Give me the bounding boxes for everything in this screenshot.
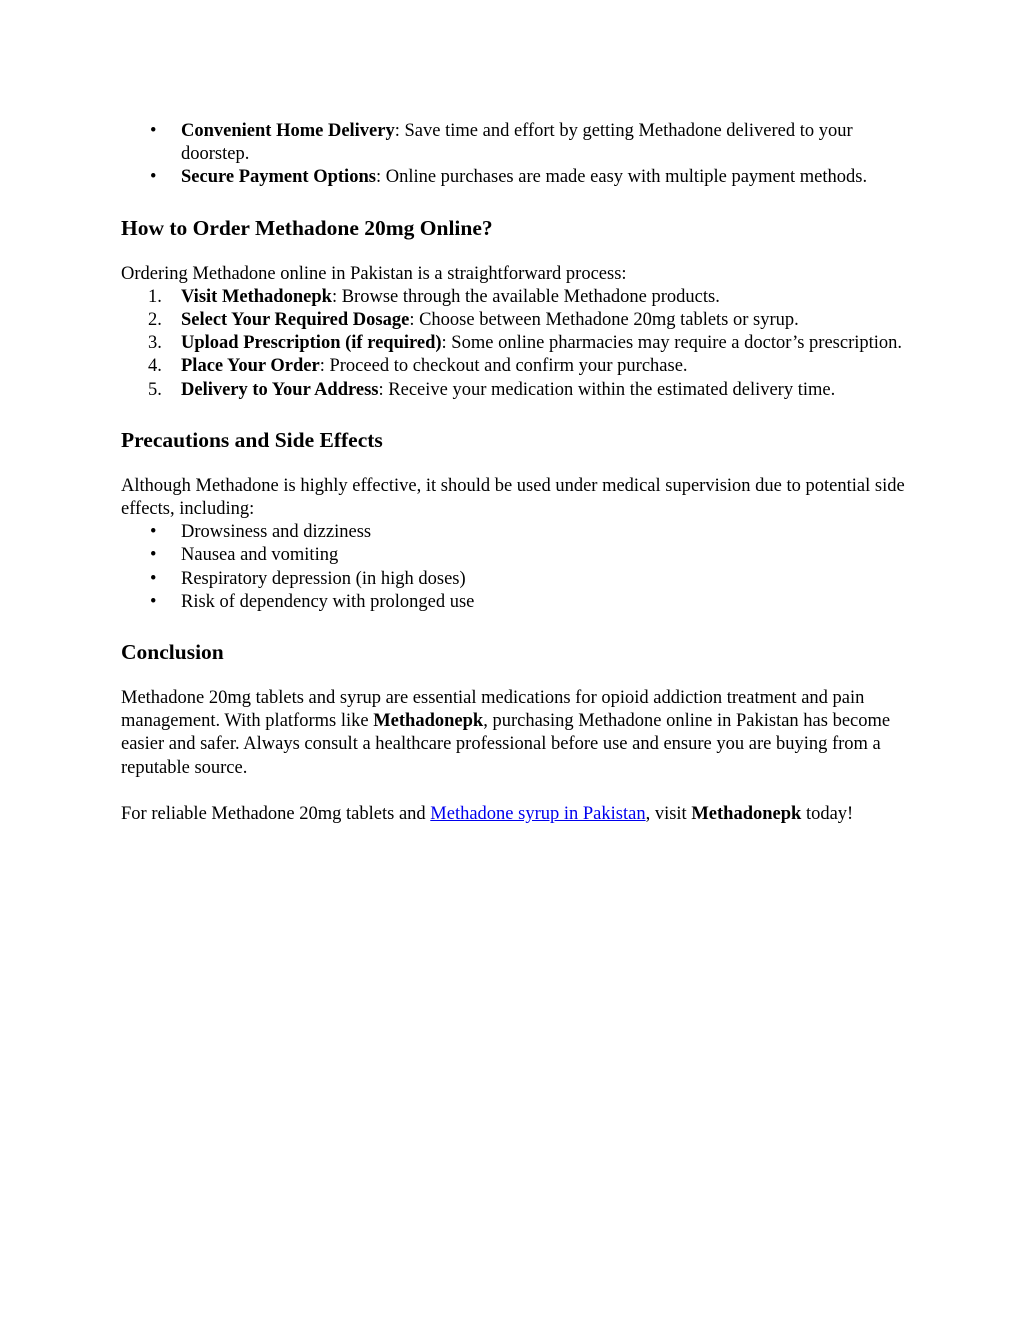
conclusion-text: Methadone 20mg tablets and syrup are essential medications for opioid addiction treatment and pain management. With platforms like bbox=[121, 688, 865, 732]
document-page bbox=[121, 120, 911, 826]
list-item bbox=[121, 286, 911, 309]
list-item-title: Convenient Home Delivery bbox=[181, 121, 395, 141]
list-item bbox=[121, 379, 911, 402]
list-item bbox=[121, 544, 911, 567]
step-title: Delivery to Your Address bbox=[181, 379, 379, 400]
side-effects-list bbox=[121, 521, 911, 614]
bullet-icon: • bbox=[150, 591, 157, 612]
step-number: 1. bbox=[148, 286, 162, 307]
list-item bbox=[121, 166, 911, 189]
bullet-icon: • bbox=[150, 121, 157, 141]
list-item bbox=[121, 568, 911, 591]
step-text: : Receive your medication within the estimated delivery time. bbox=[378, 379, 836, 400]
list-item bbox=[121, 309, 911, 332]
step-number: 5. bbox=[148, 379, 162, 400]
intro-bullet-list bbox=[121, 120, 911, 190]
conclusion-heading: Conclusion bbox=[121, 640, 224, 665]
methadone-syrup-link[interactable]: Methadone syrup in Pakistan bbox=[430, 803, 646, 824]
list-item bbox=[121, 355, 911, 378]
conclusion-text: , purchasing Methadone online in Pakistan has become easier and safer. Always consult a healthcare professional before use and ensure you are buying from a reputable source. bbox=[121, 711, 891, 778]
precautions-intro: Although Methadone is highly effective, it should be used under medical supervision due to potential side effects, including: bbox=[121, 475, 905, 520]
list-item-text: Drowsiness and dizziness bbox=[181, 522, 372, 543]
step-text: : Some online pharmacies may require a doctor’s prescription. bbox=[441, 333, 903, 354]
step-title: Select Your Required Dosage bbox=[181, 310, 410, 331]
closing-text: For reliable Methadone 20mg tablets and bbox=[121, 803, 431, 824]
closing-text: , visit bbox=[645, 803, 692, 824]
list-item bbox=[121, 521, 911, 544]
order-steps-list bbox=[121, 286, 911, 402]
list-item-text: Respiratory depression (in high doses) bbox=[181, 568, 466, 589]
how-to-heading: How to Order Methadone 20mg Online? bbox=[121, 215, 493, 240]
list-item-text: Risk of dependency with prolonged use bbox=[181, 591, 475, 612]
precautions-heading: Precautions and Side Effects bbox=[121, 427, 383, 452]
step-title: Visit Methadonepk bbox=[181, 286, 332, 307]
step-number: 3. bbox=[148, 333, 162, 354]
list-item bbox=[121, 591, 911, 614]
brand-name: Methadonepk bbox=[373, 711, 484, 732]
step-text: : Choose between Methadone 20mg tablets or syrup. bbox=[409, 310, 799, 331]
closing-text: today! bbox=[801, 803, 854, 824]
step-title: Upload Prescription (if required) bbox=[181, 333, 442, 354]
step-number: 2. bbox=[148, 310, 162, 331]
brand-name: Methadonepk bbox=[691, 803, 802, 824]
conclusion-paragraph bbox=[121, 687, 911, 780]
list-item bbox=[121, 332, 911, 355]
step-number: 4. bbox=[148, 356, 162, 377]
list-item-text: Nausea and vomiting bbox=[181, 545, 339, 566]
step-title: Place Your Order bbox=[181, 356, 320, 377]
list-item-text: : Save time and effort by getting Methadone delivered to your doorstep. bbox=[181, 121, 853, 165]
list-item-title: Secure Payment Options bbox=[181, 167, 376, 188]
bullet-icon: • bbox=[150, 167, 157, 188]
step-text: : Browse through the available Methadone products. bbox=[331, 286, 720, 307]
list-item-text: : Online purchases are made easy with multiple payment methods. bbox=[375, 167, 868, 188]
closing-paragraph bbox=[121, 803, 911, 826]
step-text: : Proceed to checkout and confirm your purchase. bbox=[319, 356, 688, 377]
bullet-icon: • bbox=[150, 545, 157, 566]
how-to-intro: Ordering Methadone online in Pakistan is a straightforward process: bbox=[121, 263, 627, 284]
bullet-icon: • bbox=[150, 522, 157, 543]
list-item bbox=[121, 120, 911, 166]
bullet-icon: • bbox=[150, 568, 157, 589]
